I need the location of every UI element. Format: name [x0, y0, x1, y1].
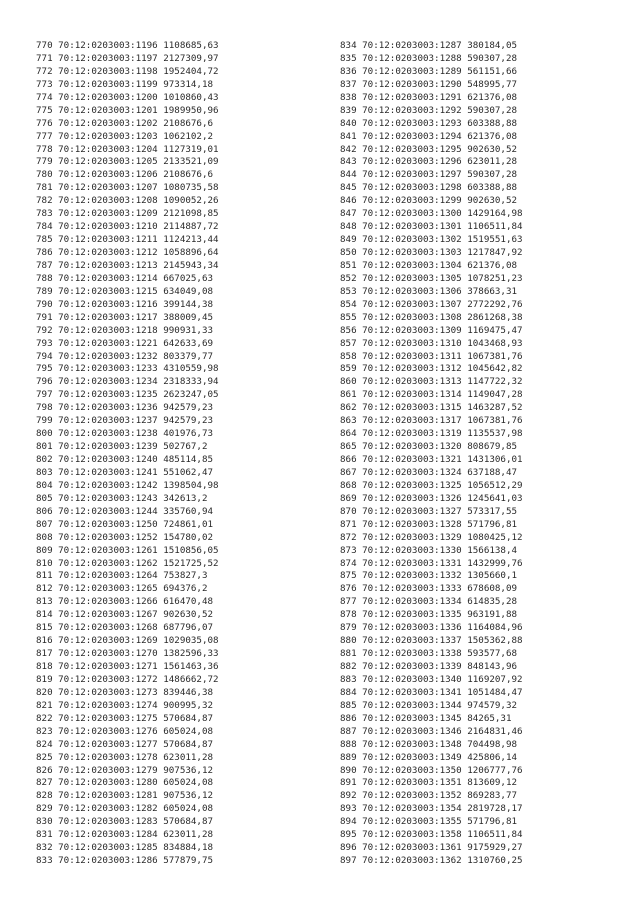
table-row: 896 70:12:0203003:1361 9175929,27 [340, 842, 523, 854]
table-row: 783 70:12:0203003:1209 2121098,85 [36, 208, 219, 220]
table-row: 867 70:12:0203003:1324 637188,47 [340, 466, 518, 478]
table-row: 801 70:12:0203003:1239 502767,2 [36, 441, 208, 453]
table-row: 803 70:12:0203003:1241 551062,47 [36, 466, 214, 478]
table-row: 832 70:12:0203003:1285 834884,18 [36, 842, 214, 854]
table-row: 843 70:12:0203003:1296 623011,28 [340, 156, 518, 168]
table-row: 770 70:12:0203003:1196 1108685,63 [36, 40, 219, 51]
table-row: 877 70:12:0203003:1334 614835,28 [340, 596, 518, 608]
table-row: 880 70:12:0203003:1337 1505362,88 [340, 635, 523, 647]
table-row: 817 70:12:0203003:1270 1382596,33 [36, 648, 219, 660]
table-row: 890 70:12:0203003:1350 1206777,76 [340, 764, 523, 776]
table-row: 893 70:12:0203003:1354 2819728,17 [340, 803, 523, 815]
table-row: 891 70:12:0203003:1351 813609,12 [340, 777, 518, 789]
table-row: 795 70:12:0203003:1233 4310559,98 [36, 363, 219, 375]
table-row: 772 70:12:0203003:1198 1952404,72 [36, 65, 219, 77]
table-row: 881 70:12:0203003:1338 593577,68 [340, 648, 518, 660]
table-row: 800 70:12:0203003:1238 401976,73 [36, 428, 214, 440]
table-row: 775 70:12:0203003:1201 1989950,96 [36, 104, 219, 116]
table-row: 897 70:12:0203003:1362 1310760,25 [340, 855, 523, 867]
table-row: 828 70:12:0203003:1281 907536,12 [36, 790, 214, 802]
table-row: 813 70:12:0203003:1266 616470,48 [36, 596, 214, 608]
table-row: 879 70:12:0203003:1336 1164084,96 [340, 622, 523, 634]
table-row: 845 70:12:0203003:1298 603388,88 [340, 182, 518, 194]
table-row: 826 70:12:0203003:1279 907536,12 [36, 764, 214, 776]
table-row: 861 70:12:0203003:1314 1149047,28 [340, 389, 523, 401]
table-row: 804 70:12:0203003:1242 1398504,98 [36, 479, 219, 491]
table-row: 835 70:12:0203003:1288 590307,28 [340, 52, 518, 64]
table-row: 781 70:12:0203003:1207 1080735,58 [36, 182, 219, 194]
table-row: 814 70:12:0203003:1267 902630,52 [36, 609, 214, 621]
table-row: 852 70:12:0203003:1305 1078251,23 [340, 272, 523, 284]
table-row: 810 70:12:0203003:1262 1521725,52 [36, 557, 219, 569]
table-row: 829 70:12:0203003:1282 605024,08 [36, 803, 214, 815]
table-row: 840 70:12:0203003:1293 603388,88 [340, 117, 518, 129]
table-row: 830 70:12:0203003:1283 570684,87 [36, 816, 214, 828]
table-row: 773 70:12:0203003:1199 973314,18 [36, 78, 214, 90]
table-row: 788 70:12:0203003:1214 667025,63 [36, 272, 214, 284]
table-row: 841 70:12:0203003:1294 621376,08 [340, 130, 518, 142]
table-row: 784 70:12:0203003:1210 2114887,72 [36, 221, 219, 233]
table-row: 812 70:12:0203003:1265 694376,2 [36, 583, 208, 595]
table-row: 837 70:12:0203003:1290 548995,77 [340, 78, 518, 90]
table-row: 779 70:12:0203003:1205 2133521,09 [36, 156, 219, 168]
table-row: 797 70:12:0203003:1235 2623247,05 [36, 389, 219, 401]
table-row: 864 70:12:0203003:1319 1135537,98 [340, 428, 523, 440]
table-row: 876 70:12:0203003:1333 678608,09 [340, 583, 518, 595]
table-row: 831 70:12:0203003:1284 623011,28 [36, 829, 214, 841]
table-row: 874 70:12:0203003:1331 1432999,76 [340, 557, 523, 569]
table-row: 895 70:12:0203003:1358 1106511,84 [340, 829, 523, 841]
table-row: 774 70:12:0203003:1200 1010860,43 [36, 91, 219, 103]
table-row: 785 70:12:0203003:1211 1124213,44 [36, 234, 219, 246]
table-row: 815 70:12:0203003:1268 687796,07 [36, 622, 214, 634]
table-row: 863 70:12:0203003:1317 1067381,76 [340, 415, 523, 427]
table-row: 822 70:12:0203003:1275 570684,87 [36, 712, 214, 724]
table-row: 868 70:12:0203003:1325 1056512,29 [340, 479, 523, 491]
table-row: 846 70:12:0203003:1299 902630,52 [340, 195, 518, 207]
table-row: 799 70:12:0203003:1237 942579,23 [36, 415, 214, 427]
table-row: 857 70:12:0203003:1310 1043468,93 [340, 337, 523, 349]
table-row: 884 70:12:0203003:1341 1051484,47 [340, 686, 523, 698]
table-row: 836 70:12:0203003:1289 561151,66 [340, 65, 518, 77]
table-row: 842 70:12:0203003:1295 902630,52 [340, 143, 518, 155]
left-column [36, 40, 219, 868]
table-row: 792 70:12:0203003:1218 990931,33 [36, 324, 214, 336]
table-row: 887 70:12:0203003:1346 2164831,46 [340, 725, 523, 737]
table-row: 856 70:12:0203003:1309 1169475,47 [340, 324, 523, 336]
table-row: 820 70:12:0203003:1273 839446,38 [36, 686, 214, 698]
table-row: 824 70:12:0203003:1277 570684,87 [36, 738, 214, 750]
table-row: 869 70:12:0203003:1326 1245641,03 [340, 492, 523, 504]
table-row: 872 70:12:0203003:1329 1080425,12 [340, 531, 523, 543]
table-row: 892 70:12:0203003:1352 869283,77 [340, 790, 518, 802]
table-row: 791 70:12:0203003:1217 388009,45 [36, 311, 214, 323]
table-row: 844 70:12:0203003:1297 590307,28 [340, 169, 518, 181]
table-row: 794 70:12:0203003:1232 803379,77 [36, 350, 214, 362]
table-row: 811 70:12:0203003:1264 753827,3 [36, 570, 208, 582]
table-row: 858 70:12:0203003:1311 1067381,76 [340, 350, 523, 362]
table-row: 778 70:12:0203003:1204 1127319,01 [36, 143, 219, 155]
table-row: 821 70:12:0203003:1274 900995,32 [36, 699, 214, 711]
table-row: 802 70:12:0203003:1240 485114,85 [36, 454, 214, 465]
table-row: 806 70:12:0203003:1244 335760,94 [36, 505, 214, 517]
table-row: 825 70:12:0203003:1278 623011,28 [36, 751, 214, 763]
table-row: 834 70:12:0203003:1287 380184,05 [340, 40, 518, 51]
table-row: 838 70:12:0203003:1291 621376,08 [340, 91, 518, 103]
table-row: 888 70:12:0203003:1348 704498,98 [340, 738, 518, 750]
table-row: 865 70:12:0203003:1320 808679,85 [340, 441, 518, 453]
table-row: 807 70:12:0203003:1250 724861,01 [36, 518, 214, 530]
table-row: 878 70:12:0203003:1335 963191,88 [340, 609, 518, 621]
table-row: 886 70:12:0203003:1345 84265,31 [340, 712, 512, 724]
table-row: 866 70:12:0203003:1321 1431306,01 [340, 454, 523, 465]
table-row: 780 70:12:0203003:1206 2108676,6 [36, 169, 214, 181]
table-row: 859 70:12:0203003:1312 1045642,82 [340, 363, 523, 375]
table-row: 870 70:12:0203003:1327 573317,55 [340, 505, 518, 517]
table-row: 816 70:12:0203003:1269 1029035,08 [36, 635, 219, 647]
table-row: 847 70:12:0203003:1300 1429164,98 [340, 208, 523, 220]
table-row: 839 70:12:0203003:1292 590307,28 [340, 104, 518, 116]
table-row: 787 70:12:0203003:1213 2145943,34 [36, 259, 219, 271]
table-row: 860 70:12:0203003:1313 1147722,32 [340, 376, 523, 388]
table-row: 776 70:12:0203003:1202 2108676,6 [36, 117, 214, 129]
table-row: 851 70:12:0203003:1304 621376,08 [340, 259, 518, 271]
table-row: 885 70:12:0203003:1344 974579,32 [340, 699, 518, 711]
table-row: 798 70:12:0203003:1236 942579,23 [36, 402, 214, 414]
table-row: 771 70:12:0203003:1197 2127309,97 [36, 52, 219, 64]
table-row: 871 70:12:0203003:1328 571796,81 [340, 518, 518, 530]
table-row: 786 70:12:0203003:1212 1058896,64 [36, 247, 219, 258]
table-row: 777 70:12:0203003:1203 1062102,2 [36, 130, 214, 142]
table-row: 818 70:12:0203003:1271 1561463,36 [36, 661, 219, 672]
table-row: 883 70:12:0203003:1340 1169207,92 [340, 673, 523, 685]
table-row: 793 70:12:0203003:1221 642633,69 [36, 337, 214, 349]
table-row: 873 70:12:0203003:1330 1566138,4 [340, 544, 518, 556]
table-row: 889 70:12:0203003:1349 425806,14 [340, 751, 518, 763]
table-row: 882 70:12:0203003:1339 848143,96 [340, 661, 518, 672]
table-row: 819 70:12:0203003:1272 1486662,72 [36, 673, 219, 685]
table-row: 833 70:12:0203003:1286 577879,75 [36, 855, 214, 867]
table-row: 796 70:12:0203003:1234 2318333,94 [36, 376, 219, 388]
table-row: 805 70:12:0203003:1243 342613,2 [36, 492, 208, 504]
table-row: 823 70:12:0203003:1276 605024,08 [36, 725, 214, 737]
table-row: 875 70:12:0203003:1332 1305660,1 [340, 570, 518, 582]
table-row: 894 70:12:0203003:1355 571796,81 [340, 816, 518, 828]
table-row: 809 70:12:0203003:1261 1510856,05 [36, 544, 219, 556]
table-row: 850 70:12:0203003:1303 1217847,92 [340, 247, 523, 258]
table-row: 849 70:12:0203003:1302 1519551,63 [340, 234, 523, 246]
table-row: 782 70:12:0203003:1208 1090052,26 [36, 195, 219, 207]
table-row: 790 70:12:0203003:1216 399144,38 [36, 298, 214, 310]
table-row: 854 70:12:0203003:1307 2772292,76 [340, 298, 523, 310]
right-column [340, 40, 523, 868]
table-row: 827 70:12:0203003:1280 605024,08 [36, 777, 214, 789]
table-row: 848 70:12:0203003:1301 1106511,84 [340, 221, 523, 233]
table-row: 862 70:12:0203003:1315 1463287,52 [340, 402, 523, 414]
table-row: 853 70:12:0203003:1306 378663,31 [340, 285, 518, 297]
table-row: 855 70:12:0203003:1308 2861268,38 [340, 311, 523, 323]
table-row: 808 70:12:0203003:1252 154780,02 [36, 531, 214, 543]
table-row: 789 70:12:0203003:1215 634049,08 [36, 285, 214, 297]
